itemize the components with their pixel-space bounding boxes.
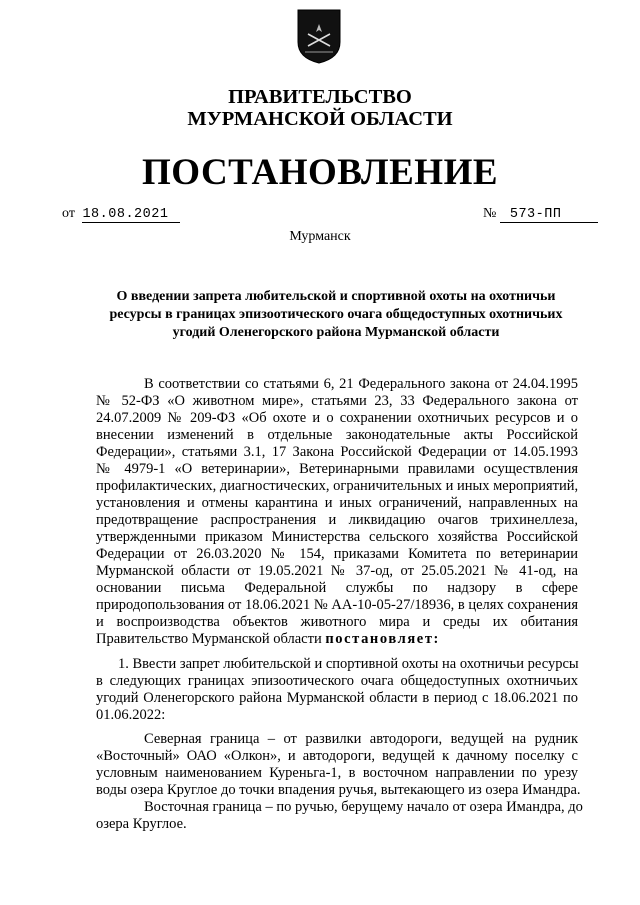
government-name-line1: ПРАВИТЕЛЬСТВО bbox=[228, 86, 412, 108]
murmansk-coat-of-arms-icon bbox=[296, 8, 342, 64]
east-border-line: Восточная граница – по ручью, берущему начало от озера Имандра, до bbox=[144, 799, 583, 815]
preamble-line: основании письма Федеральной службы по надзору в сфере bbox=[96, 580, 578, 596]
north-border-line: воды озера Круглое до точки впадения ручья, вытекающего из озера Имандра. bbox=[96, 782, 581, 798]
preamble-line: и воспроизводства объектов животного мира и среды их обитания bbox=[96, 614, 578, 630]
number-value: 573-ПП bbox=[509, 207, 562, 222]
north-border-line: «Восточный» ОАО «Олкон», и автодороги, ведущей к дачному поселку с bbox=[96, 748, 578, 764]
preamble-line: утвержденными приказом Министерства сельского хозяйства Российской bbox=[96, 529, 578, 545]
preamble-line: профилактических, диагностических, ограничительных и иных мероприятий, bbox=[96, 478, 579, 494]
preamble-line: природопользования от 18.06.2021 № АА-10-05-27/18936, в целях сохранения bbox=[96, 597, 578, 613]
decree-title-line: угодий Оленегорского района Мурманской области bbox=[172, 325, 500, 340]
date-block bbox=[62, 206, 168, 223]
preamble-line: Мурманской области от 19.05.2021 № 37-од, от 25.05.2021 № 41-од, на bbox=[96, 563, 578, 579]
preamble-line: внесении изменений в отдельные законодательные акты Российской bbox=[96, 427, 578, 443]
decree-statement bbox=[96, 631, 440, 648]
number-block bbox=[483, 206, 561, 223]
decree-title-line: О введении запрета любительской и спортивной охоты на охотничьи bbox=[116, 289, 556, 304]
decree-verb: постановляет: bbox=[325, 631, 440, 647]
item1-line: 01.06.2022: bbox=[96, 707, 166, 723]
item1-line: в следующих границах эпизоотического очага общедоступных охотничьих bbox=[96, 673, 578, 689]
date-underline bbox=[82, 222, 180, 223]
number-label: № bbox=[483, 206, 497, 221]
preamble-line: предотвращение распространения и ликвидацию очагов трихинеллеза, bbox=[96, 512, 578, 528]
decree-issuer: Правительство Мурманской области bbox=[96, 631, 322, 647]
north-border-line: Северная граница – от развилки автодороги, ведущей на рудник bbox=[144, 731, 578, 747]
government-name-line2: МУРМАНСКОЙ ОБЛАСТИ bbox=[187, 108, 453, 130]
document-type: ПОСТАНОВЛЕНИЕ bbox=[141, 152, 499, 193]
preamble-line: 24.07.2009 № 209-ФЗ «Об охоте и о сохранении охотничьих ресурсов и о bbox=[96, 410, 578, 426]
item1-line: 1. Ввести запрет любительской и спортивной охоты на охотничьи ресурсы bbox=[118, 656, 579, 672]
preamble-line: № 4979-1 «О ветеринарии», Ветеринарными правилами осуществления bbox=[96, 461, 578, 477]
date-value: 18.08.2021 bbox=[82, 207, 169, 222]
decree-title-line: ресурсы в границах эпизоотического очага общедоступных охотничьих bbox=[109, 307, 563, 322]
number-underline bbox=[500, 222, 598, 223]
date-label: от bbox=[62, 206, 75, 221]
preamble-line: Федерации от 26.03.2020 № 154, приказами Комитета по ветеринарии bbox=[96, 546, 578, 562]
government-name bbox=[0, 86, 640, 130]
preamble-line: В соответствии со статьями 6, 21 Федерального закона от 24.04.1995 bbox=[144, 376, 578, 392]
city: Мурманск bbox=[289, 229, 351, 244]
item1-line: угодий Оленегорского района Мурманской области в период с 18.06.2021 по bbox=[96, 690, 578, 706]
north-border-line: условным наименованием Куреньга-1, в восточном направлении по урезу bbox=[96, 765, 578, 781]
preamble-line: Федерации», статьями 3.1, 17 Закона Российской Федерации от 14.05.1993 bbox=[96, 444, 578, 460]
preamble-line: установления и отмены карантина и иных ограничений, направленных на bbox=[96, 495, 578, 511]
preamble-line: № 52-ФЗ «О животном мире», статьями 23, 33 Федерального закона от bbox=[96, 393, 578, 409]
east-border-line: озера Круглое. bbox=[96, 816, 187, 832]
